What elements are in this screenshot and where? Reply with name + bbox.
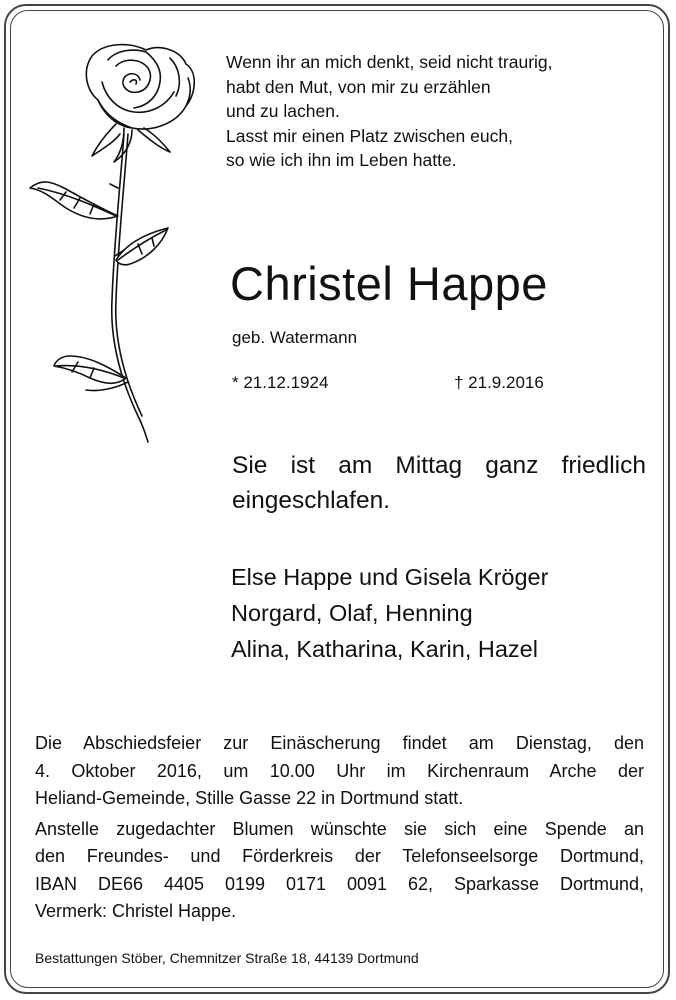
- death-date: † 21.9.2016: [454, 373, 544, 392]
- statement-line: eingeschlafen.: [232, 487, 391, 514]
- mourner-line: Else Happe und Gisela Kröger: [231, 564, 549, 590]
- funeral-home: Bestattungen Stöber, Chemnitzer Straße 18, 44139 Dortmund: [35, 950, 419, 966]
- poem-line: habt den Mut, von mir zu erzählen: [226, 76, 491, 97]
- ceremony-line: Die Abschiedsfeier zur Einäscherung findet am Dienstag, den: [35, 733, 644, 753]
- poem-line: Lasst mir einen Platz zwischen euch,: [226, 125, 513, 146]
- donation-paragraph: [35, 816, 644, 926]
- donation-line: Vermerk: Christel Happe.: [35, 901, 237, 921]
- statement-line: Sie ist am Mittag ganz friedlich: [232, 452, 646, 479]
- donation-line: Anstelle zugedachter Blumen wünschte sie sich eine Spende an: [35, 818, 644, 839]
- poem-line: so wie ich ihn im Leben hatte.: [226, 150, 457, 170]
- deceased-name: Christel Happe: [230, 257, 548, 310]
- poem-line: und zu lachen.: [226, 101, 340, 121]
- ceremony-line: Heliand-Gemeinde, Stille Gasse 22 in Dortmund statt.: [35, 788, 464, 808]
- poem: [226, 50, 646, 173]
- birth-date: * 21.12.1924: [232, 373, 329, 392]
- mourner-line: Norgard, Olaf, Henning: [231, 600, 473, 626]
- ceremony-line: 4. Oktober 2016, um 10.00 Uhr im Kirchenraum Arche der: [35, 760, 644, 781]
- donation-line: IBAN DE66 4405 0199 0171 0091 62, Sparkasse Dortmund,: [35, 873, 644, 894]
- statement: [232, 448, 646, 518]
- mourners-list: [231, 559, 548, 667]
- donation-line: den Freundes- und Förderkreis der Telefonseelsorge Dortmund,: [35, 846, 644, 866]
- poem-line: Wenn ihr an mich denkt, seid nicht traurig,: [226, 52, 553, 72]
- mourner-line: Alina, Katharina, Karin, Hazel: [231, 636, 538, 662]
- rose-icon: [20, 38, 210, 443]
- details: [35, 730, 644, 926]
- ceremony-paragraph: [35, 730, 644, 813]
- birth-name: geb. Watermann: [232, 328, 358, 347]
